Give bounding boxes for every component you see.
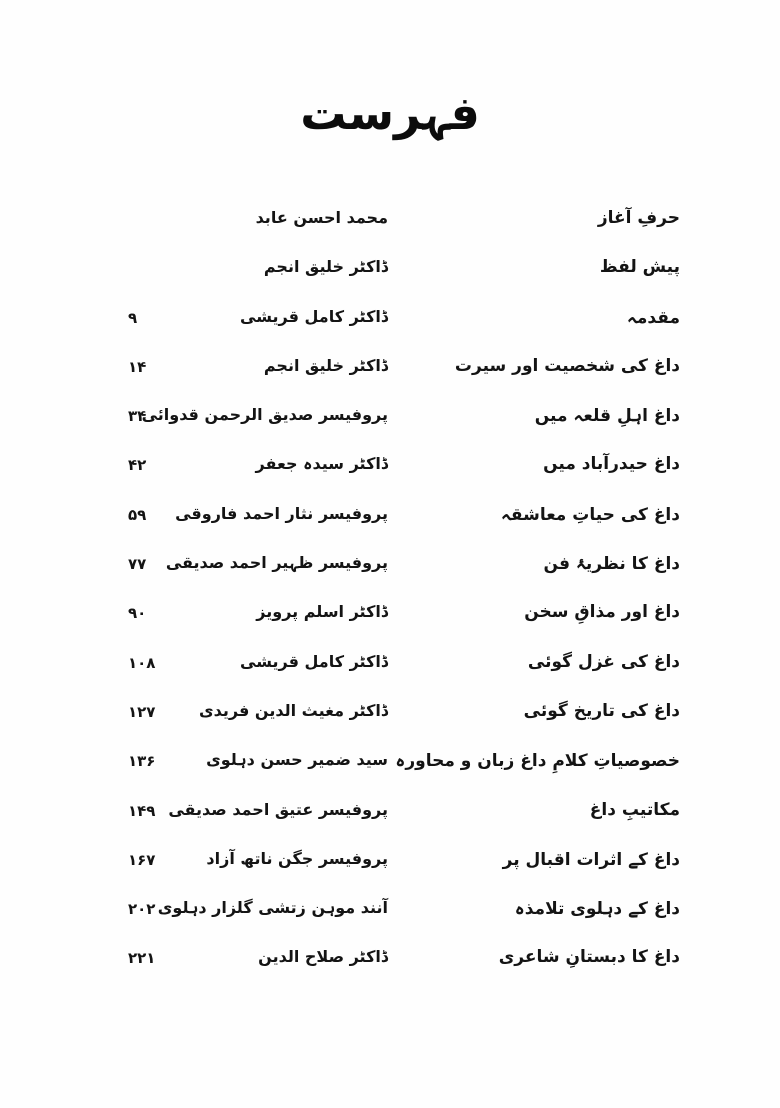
toc-entry-author: ڈاکٹر سیدہ جعفر bbox=[255, 454, 388, 474]
toc-entry-title: حرفِ آغاز bbox=[597, 208, 680, 228]
toc-row bbox=[0, 750, 780, 799]
toc-entry-title: داغ اور مذاقِ سخن bbox=[524, 602, 680, 623]
toc-entry-author: پروفیسر نثار احمد فاروقی bbox=[175, 503, 388, 523]
toc-entry-title: داغ کا دبستانِ شاعری bbox=[498, 947, 680, 968]
toc-row bbox=[0, 602, 780, 651]
toc-row bbox=[0, 898, 780, 947]
table-of-contents bbox=[0, 208, 780, 997]
toc-entry-page: ۷۷ bbox=[128, 555, 147, 574]
toc-entry-page: ۲۰۲ bbox=[128, 900, 156, 919]
toc-entry-author: ڈاکٹر کامل قریشی bbox=[240, 651, 388, 671]
toc-entry-title: داغ کے اثرات اقبال پر bbox=[502, 849, 680, 870]
toc-row bbox=[0, 307, 780, 356]
toc-row bbox=[0, 405, 780, 454]
toc-row bbox=[0, 257, 780, 306]
toc-entry-title: مقدمہ bbox=[626, 307, 680, 328]
page-title: فہرست bbox=[300, 86, 480, 140]
toc-entry-author: پروفیسر جگن ناتھ آزاد bbox=[206, 848, 388, 868]
toc-entry-page: ۱۲۷ bbox=[128, 702, 156, 721]
toc-entry-author: سید ضمیر حسن دہلوی bbox=[206, 750, 388, 770]
toc-entry-author: ڈاکٹر خلیق انجم bbox=[263, 257, 388, 277]
toc-row bbox=[0, 849, 780, 898]
toc-entry-author: آنند موہن زتشی گلزار دہلوی bbox=[157, 898, 388, 918]
toc-entry-page: ۱۳۶ bbox=[128, 752, 156, 771]
toc-row bbox=[0, 208, 780, 257]
toc-entry-page: ۴۲ bbox=[128, 456, 147, 475]
toc-row bbox=[0, 454, 780, 503]
toc-row bbox=[0, 947, 780, 996]
toc-row bbox=[0, 356, 780, 405]
toc-entry-title: داغ حیدرآباد میں bbox=[543, 454, 680, 475]
toc-entry-author: ڈاکٹر صلاح الدین bbox=[258, 947, 388, 967]
toc-entry-author: ڈاکٹر کامل قریشی bbox=[240, 306, 388, 326]
toc-entry-page: ۵۹ bbox=[128, 505, 147, 524]
toc-entry-title: داغ کا نظریۂ فن bbox=[543, 554, 680, 575]
toc-entry-title: داغ کی شخصیت اور سیرت bbox=[454, 355, 680, 376]
toc-entry-page: ۱۰۸ bbox=[128, 653, 156, 672]
toc-entry-title: داغ اہلِ قلعہ میں bbox=[534, 406, 680, 427]
toc-entry-page: ۲۲۱ bbox=[128, 949, 156, 968]
toc-entry-title: داغ کی حیاتِ معاشقہ bbox=[500, 504, 680, 525]
toc-entry-title: مکاتیبِ داغ bbox=[589, 799, 680, 820]
toc-entry-page: ۹ bbox=[128, 308, 138, 327]
toc-entry-author: محمد احسن عابد bbox=[255, 208, 388, 227]
toc-entry-page: ۱۴ bbox=[128, 357, 147, 376]
toc-entry-page: ۳۴ bbox=[128, 407, 147, 426]
toc-entry-title: داغ کی تاریخ گوئی bbox=[523, 700, 680, 721]
toc-entry-title: پیش لفظ bbox=[599, 257, 680, 278]
toc-entry-title: داغ کی غزل گوئی bbox=[527, 651, 680, 672]
toc-entry-title: داغ کے دہلوی تلامذہ bbox=[514, 899, 680, 920]
toc-row bbox=[0, 504, 780, 553]
toc-entry-author: پروفیسر عتیق احمد صدیقی bbox=[168, 799, 388, 819]
toc-row bbox=[0, 652, 780, 701]
toc-entry-author: پروفیسر ظہیر احمد صدیقی bbox=[165, 553, 388, 573]
toc-entry-author: ڈاکٹر خلیق انجم bbox=[263, 355, 388, 375]
toc-entry-author: ڈاکٹر اسلم پرویز bbox=[256, 602, 388, 622]
toc-row bbox=[0, 800, 780, 849]
toc-entry-author: پروفیسر صدیق الرحمن قدوائی bbox=[141, 405, 388, 425]
toc-entry-page: ۱۶۷ bbox=[128, 850, 156, 869]
toc-row bbox=[0, 701, 780, 750]
toc-entry-author: ڈاکٹر مغیث الدین فریدی bbox=[199, 700, 388, 720]
toc-entry-page: ۱۴۹ bbox=[128, 801, 156, 820]
toc-entry-title: خصوصیاتِ کلامِ داغ زبان و محاورہ bbox=[395, 751, 680, 772]
toc-row bbox=[0, 553, 780, 602]
toc-entry-page: ۹۰ bbox=[128, 604, 147, 623]
